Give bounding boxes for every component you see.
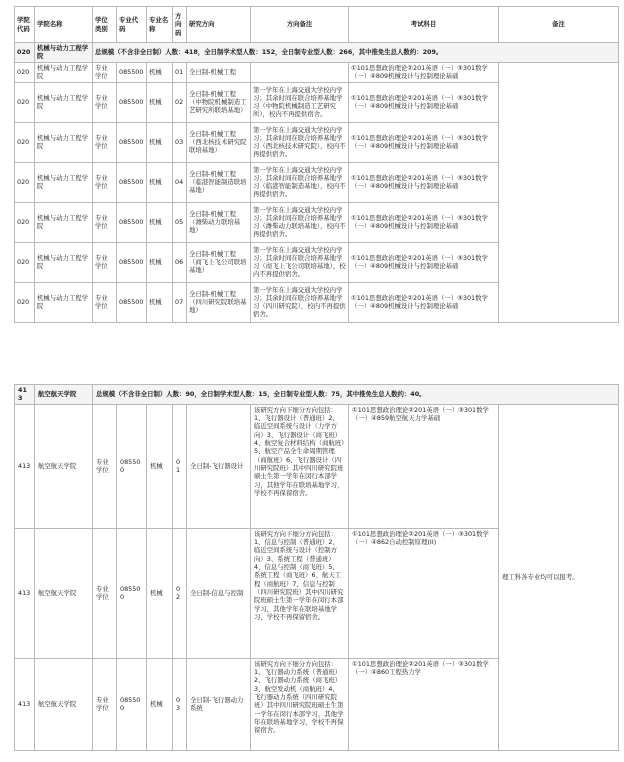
cell-college: 机械与动力工程学院 — [35, 122, 93, 162]
cell-code: 020 — [15, 242, 35, 282]
cell-exam: ①101思想政治理论②201英语（一）③301数学（一）④809机械设计与控制理论基础 — [349, 122, 499, 162]
college-name: 航空航天学院 — [35, 385, 93, 405]
cell-research: 全日制-机械工程（西北核技术研究院联培基地） — [187, 122, 251, 162]
header-cell: 方向备注 — [251, 7, 349, 43]
cell-major-code: 085500 — [117, 658, 147, 750]
cell-note: 第一学年在上海交通大学校内学习；其余时间在联合培养基地学习（四川研究院），校内不再提供宿舍。 — [251, 282, 349, 322]
cell-type: 专业学位 — [93, 528, 117, 658]
cell-code: 020 — [15, 282, 35, 322]
cell-college: 机械与动力工程学院 — [35, 62, 93, 82]
cell-research: 全日制-飞行器设计 — [187, 404, 251, 528]
header-cell: 专业名称 — [147, 7, 173, 43]
cell-major: 机械 — [147, 528, 173, 658]
table-row — [15, 404, 619, 528]
cell-type: 专业学位 — [93, 242, 117, 282]
summary-row — [15, 43, 619, 63]
cell-exam: ①101思想政治理论②201英语（一）③301数学（一）④860工程热力学 — [349, 658, 499, 750]
cell-dir: 02 — [173, 528, 187, 658]
cell-exam: ①101思想政治理论②201英语（一）③301数学（一）④809机械设计与控制理论基础 — [349, 162, 499, 202]
header-cell: 学院名称 — [35, 7, 93, 43]
cell-dir: 01 — [173, 404, 187, 528]
cell-note: 第一学年在上海交通大学校内学习；其余时间在联合培养基地学习（潍柴动力联培基地），校内不再提供宿舍。 — [251, 202, 349, 242]
cell-dir: 01 — [173, 62, 187, 82]
cell-research: 全日制-机械工程（潍柴动力联培基地） — [187, 202, 251, 242]
admissions-table-020 — [14, 6, 619, 323]
cell-code: 413 — [15, 528, 35, 658]
cell-note: 该研究方向下细分方向包括：1、飞行器设计（普通班）2、临近空间系统与设计（力学方向）3、飞行器设计（商飞班）4、航空复合材料结构（商航班）5、航空产品全生命周期管理（商航班）6、飞行器设计（四川研究院班）其中四川研究院班硕士生第一学年在闵行本部学习，其他学年在联培基地学习，学校不再保留宿舍。 — [251, 404, 349, 528]
cell-major: 机械 — [147, 202, 173, 242]
cell-code: 020 — [15, 62, 35, 82]
cell-note: 第一学年在上海交通大学校内学习；其余时间在联合培养基地学习（中物院机械制造工艺研究所），校内不再提供宿舍。 — [251, 82, 349, 122]
cell-note: 第一学年在上海交通大学校内学习；其余时间在联合培养基地学习（西北核技术研究院），校内不再提供宿舍。 — [251, 122, 349, 162]
cell-code: 020 — [15, 82, 35, 122]
cell-exam: ①101思想政治理论②201英语（一）③301数学（一）④809机械设计与控制理论基础 — [349, 82, 499, 122]
cell-type: 专业学位 — [93, 202, 117, 242]
cell-code: 413 — [15, 658, 35, 750]
cell-exam: ①101思想政治理论②201英语（一）③301数学（一）④809机械设计与控制理论基础 — [349, 282, 499, 322]
cell-major: 机械 — [147, 122, 173, 162]
header-row — [15, 7, 619, 43]
cell-research: 全日制-飞行器动力系统 — [187, 658, 251, 750]
cell-college: 机械与动力工程学院 — [35, 162, 93, 202]
cell-major-code: 085500 — [117, 404, 147, 528]
cell-research: 全日制-机械工程（四川研究院联培基地） — [187, 282, 251, 322]
cell-exam: ①101思想政治理论②201英语（一）③301数学（一）④809机械设计与控制理论基础 — [349, 242, 499, 282]
cell-research: 全日制-机械工程（商飞上飞公司联培基地） — [187, 242, 251, 282]
cell-research: 全日制-机械工程（中物院机械制造工艺研究所联培基地） — [187, 82, 251, 122]
cell-remark: 理工科各专业均可以报考。 — [499, 404, 619, 750]
cell-major-code: 085500 — [117, 162, 147, 202]
cell-major: 机械 — [147, 658, 173, 750]
cell-note: 该研究方向下细分方向包括：1、飞行器动力系统（普通班）2、飞行器动力系统（商飞班）3、航空发动机（商航班）4、飞行器动力系统（四川研究院班）其中四川研究院班硕士生第一学年在闵行本部学习，其他学年在联培基地学习，学校不再保留宿舍。 — [251, 658, 349, 750]
cell-major-code: 085500 — [117, 82, 147, 122]
cell-major-code: 085500 — [117, 282, 147, 322]
cell-major: 机械 — [147, 242, 173, 282]
cell-major-code: 085500 — [117, 122, 147, 162]
cell-exam: ①101思想政治理论②201英语（一）③301数学（一）④809机械设计与控制理论基础 — [349, 202, 499, 242]
admissions-table-413 — [14, 384, 619, 751]
cell-note: 第一学年在上海交通大学校内学习；其余时间在联合培养基地学习（商飞上飞公司联培基地），校内不再提供宿舍。 — [251, 242, 349, 282]
cell-dir: 03 — [173, 122, 187, 162]
college-summary: 总规模（不含非全日制）人数：90，全日制学术型人数：15，全日制专业型人数：75，其中推免生总人数约：40。 — [93, 385, 619, 405]
header-cell: 专业代码 — [117, 7, 147, 43]
cell-type: 专业学位 — [93, 162, 117, 202]
cell-research: 全日制-机械工程（临港智能制造联培基地） — [187, 162, 251, 202]
cell-major-code: 085500 — [117, 528, 147, 658]
cell-dir: 07 — [173, 282, 187, 322]
cell-type: 专业学位 — [93, 62, 117, 82]
cell-remark — [499, 62, 619, 322]
cell-type: 专业学位 — [93, 658, 117, 750]
cell-college: 机械与动力工程学院 — [35, 282, 93, 322]
summary-row — [15, 385, 619, 405]
cell-major: 机械 — [147, 162, 173, 202]
cell-exam: ①101思想政治理论②201英语（一）③301数学（一）④859航空航天力学基础 — [349, 404, 499, 528]
cell-major: 机械 — [147, 404, 173, 528]
cell-college: 机械与动力工程学院 — [35, 82, 93, 122]
cell-major-code: 085500 — [117, 242, 147, 282]
header-cell: 学位类别 — [93, 7, 117, 43]
cell-dir: 06 — [173, 242, 187, 282]
header-cell: 研究方向 — [187, 7, 251, 43]
cell-type: 专业学位 — [93, 122, 117, 162]
header-cell: 方向码 — [173, 7, 187, 43]
cell-major: 机械 — [147, 282, 173, 322]
cell-major: 机械 — [147, 62, 173, 82]
header-cell: 考试科目 — [349, 7, 499, 43]
cell-code: 020 — [15, 202, 35, 242]
cell-dir: 02 — [173, 82, 187, 122]
header-cell: 备注 — [499, 7, 619, 43]
cell-dir: 03 — [173, 658, 187, 750]
cell-exam: ①101思想政治理论②201英语（一）③301数学（一）④809机械设计与控制理论基础 — [349, 62, 499, 82]
cell-type: 专业学位 — [93, 82, 117, 122]
cell-college: 航空航天学院 — [35, 528, 93, 658]
college-name: 机械与动力工程学院 — [35, 43, 93, 63]
college-code: 413 — [15, 385, 35, 405]
cell-note: 该研究方向下细分方向包括：1、信息与控制（普通班）2、临近空间系统与设计（控制方向）3、系统工程（普通班）4、信息与控制（商飞班）5、系统工程（商飞班）6、航天工程（商航班）7、信息与控制（四川研究院班）其中四川研究院班硕士生第一学年在闵行本部学习，其他学年在联培基地学习，学校不再保留宿舍。 — [251, 528, 349, 658]
cell-college: 航空航天学院 — [35, 404, 93, 528]
cell-college: 航空航天学院 — [35, 658, 93, 750]
cell-code: 413 — [15, 404, 35, 528]
cell-code: 020 — [15, 122, 35, 162]
cell-college: 机械与动力工程学院 — [35, 242, 93, 282]
header-cell: 学院代码 — [15, 7, 35, 43]
table-row — [15, 62, 619, 82]
cell-college: 机械与动力工程学院 — [35, 202, 93, 242]
cell-type: 专业学位 — [93, 404, 117, 528]
cell-note — [251, 62, 349, 82]
cell-exam: ①101思想政治理论②201英语（一）③301数学（一）④862自动控制原理(II) — [349, 528, 499, 658]
cell-major: 机械 — [147, 82, 173, 122]
cell-dir: 05 — [173, 202, 187, 242]
cell-type: 专业学位 — [93, 282, 117, 322]
cell-note: 第一学年在上海交通大学校内学习；其余时间在联合培养基地学习（临港智能制造基地），校内不再提供宿舍。 — [251, 162, 349, 202]
cell-dir: 04 — [173, 162, 187, 202]
college-code: 020 — [15, 43, 35, 63]
cell-research: 全日制-机械工程 — [187, 62, 251, 82]
cell-research: 全日制-信息与控制 — [187, 528, 251, 658]
college-summary: 总规模（不含非全日制）人数：418，全日制学术型人数：152，全日制专业型人数：266，其中推免生总人数约：209。 — [93, 43, 619, 63]
cell-code: 020 — [15, 162, 35, 202]
cell-major-code: 085500 — [117, 202, 147, 242]
cell-major-code: 085500 — [117, 62, 147, 82]
